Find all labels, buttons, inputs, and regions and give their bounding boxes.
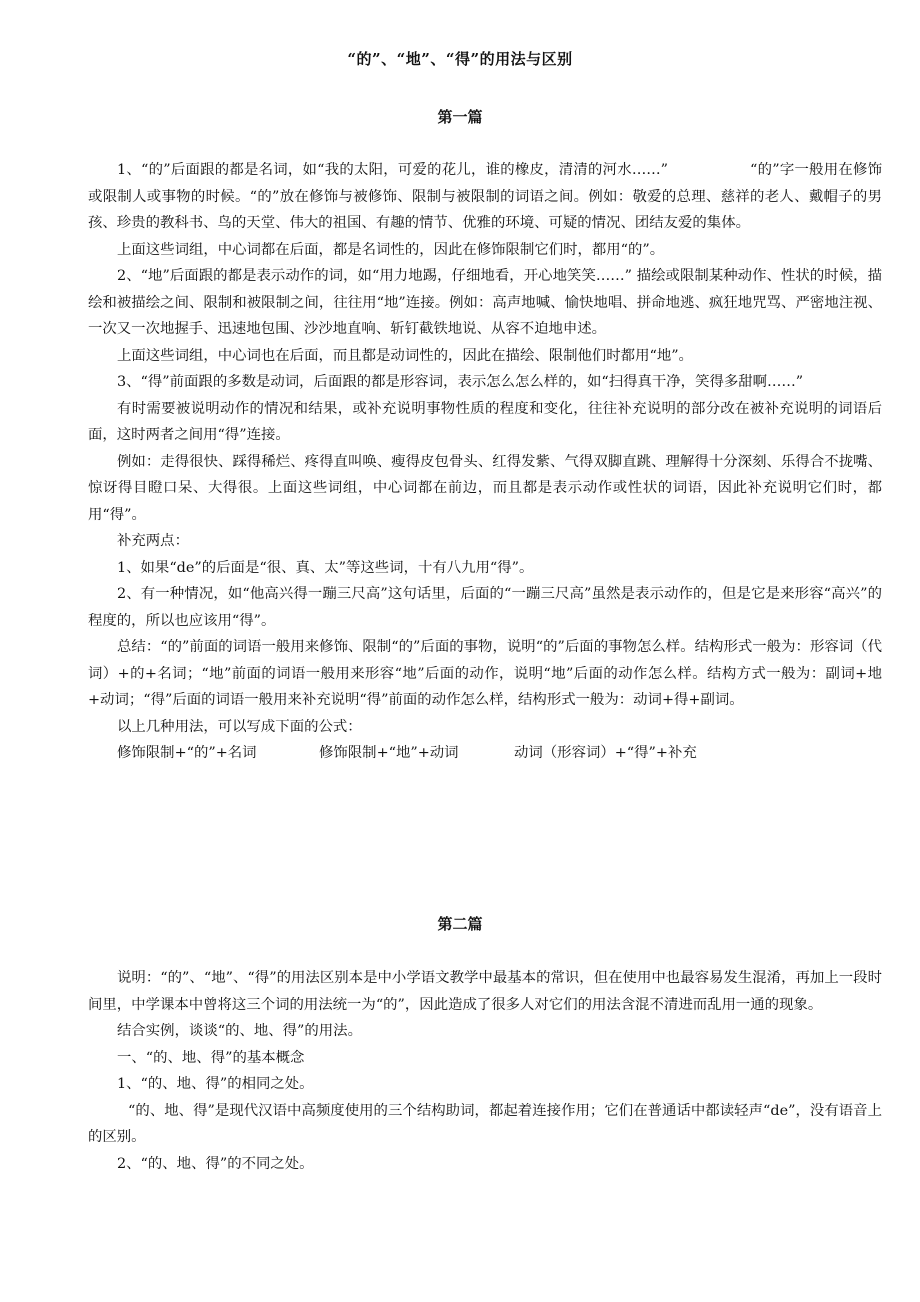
paragraph: 1、如果“de”的后面是“很、真、太”等这些词，十有八九用“得”。 — [117, 559, 534, 576]
paragraph: 2、“地”后面跟的都是表示动作的词，如“用力地踢，仔细地看，开心地笑笑……” 描绘或限制某种动作、性状的时候，描绘和被描绘之间、限制和被限制之间，往往用“地”连接。例如：高声地喊、愉快地唱、拼命地逃、疯狂地咒骂、严密地注视、一次又一次地握手、迅速地包围、沙沙地直响、斩钉截铁地说、从容不迫地申述。 — [88, 268, 882, 337]
paragraph: 上面这些词组，中心词都在后面，都是名词性的，因此在修饰限制它们时，都用“的”。 — [117, 241, 665, 258]
formula-di: 修饰限制+“地”+动词 — [319, 745, 459, 761]
formula-dei: 动词（形容词）+“得”+补充 — [514, 745, 697, 761]
paragraph: 上面这些词组，中心词也在后面，而且都是动词性的，因此在描绘、限制他们时都用“地”。 — [117, 347, 693, 364]
paragraph: 一、“的、地、得”的基本概念 — [117, 1049, 305, 1066]
section-heading-part2: 第二篇 — [437, 915, 483, 933]
paragraph-text: “的”字一般用在修饰或限制人或事物的时候。“的”放在修饰与被修饰、限制与被限制的词语之间。例如：敬爱的总理、慈祥的老人、戴帽子的男孩、珍贵的教科书、鸟的天堂、伟大的祖国、有趣的情节、优雅的环境、可疑的情况、团结友爱的集体。 — [88, 162, 883, 231]
paragraph-text: 1、“的”后面跟的都是名词，如“我的太阳，可爱的花儿，谁的橡皮，清清的河水……” — [117, 162, 669, 178]
part2-body — [88, 965, 882, 1177]
paragraph — [88, 157, 882, 237]
paragraph: 有时需要被说明动作的情况和结果，或补充说明事物性质的程度和变化，往往补充说明的部分改在被补充说明的词语后面，这时两者之间用“得”连接。 — [88, 400, 882, 443]
paragraph: 例如：走得很快、踩得稀烂、疼得直叫唤、瘦得皮包骨头、红得发紫、气得双脚直跳、理解得十分深刻、乐得合不拢嘴、惊讶得目瞪口呆、大得很。上面这些词组，中心词都在前边，而且都是表示动作或性状的词语，因此补充说明它们时，都用“得”。 — [88, 453, 882, 523]
paragraph: “的、地、得”是现代汉语中高频度使用的三个结构助词，都起着连接作用；它们在普通话中都读轻声“de”，没有语音上的区别。 — [88, 1102, 882, 1145]
paragraph: 2、有一种情况，如“他高兴得一蹦三尺高”这句话里，后面的“一蹦三尺高”虽然是表示动作的，但是它是来形容“高兴”的程度的，所以也应该用“得”。 — [88, 586, 882, 629]
paragraph: 以上几种用法，可以写成下面的公式： — [117, 718, 362, 735]
paragraph: 结合实例，谈谈“的、地、得”的用法。 — [117, 1023, 362, 1039]
paragraph: 3、“得”前面跟的多数是动词，后面跟的都是形容词，表示怎么怎么样的，如“扫得真干净，笑得多甜啊……” — [117, 374, 804, 390]
paragraph: 1、“的、地、得”的相同之处。 — [117, 1076, 314, 1092]
section-heading-part1: 第一篇 — [437, 108, 483, 126]
paragraph: 2、“的、地、得”的不同之处。 — [117, 1155, 314, 1172]
formula-row — [88, 740, 882, 767]
document-title: “的”、“地”、“得”的用法与区别 — [347, 50, 573, 68]
paragraph: 说明：“的”、“地”、“得”的用法区别本是中小学语文教学中最基本的常识，但在使用中也最容易发生混淆，再加上一段时间里，中学课本中曾将这三个词的用法统一为“的”，因此造成了很多人对它们的用法含混不清进而乱用一通的现象。 — [88, 970, 882, 1013]
part1-body — [88, 157, 882, 767]
paragraph: 总结：“的”前面的词语一般用来修饰、限制“的”后面的事物，说明“的”后面的事物怎么样。结构形式一般为：形容词（代词）+的+名词；“地”前面的词语一般用来形容“地”后面的动作，说明“地”后面的动作怎么样。结构方式一般为：副词+地+动词；“得”后面的词语一般用来补充说明“得”前面的动作怎么样，结构形式一般为：动词+得+副词。 — [88, 639, 882, 708]
paragraph: 补充两点： — [117, 533, 189, 549]
formula-de: 修饰限制+“的”+名词 — [117, 745, 257, 761]
